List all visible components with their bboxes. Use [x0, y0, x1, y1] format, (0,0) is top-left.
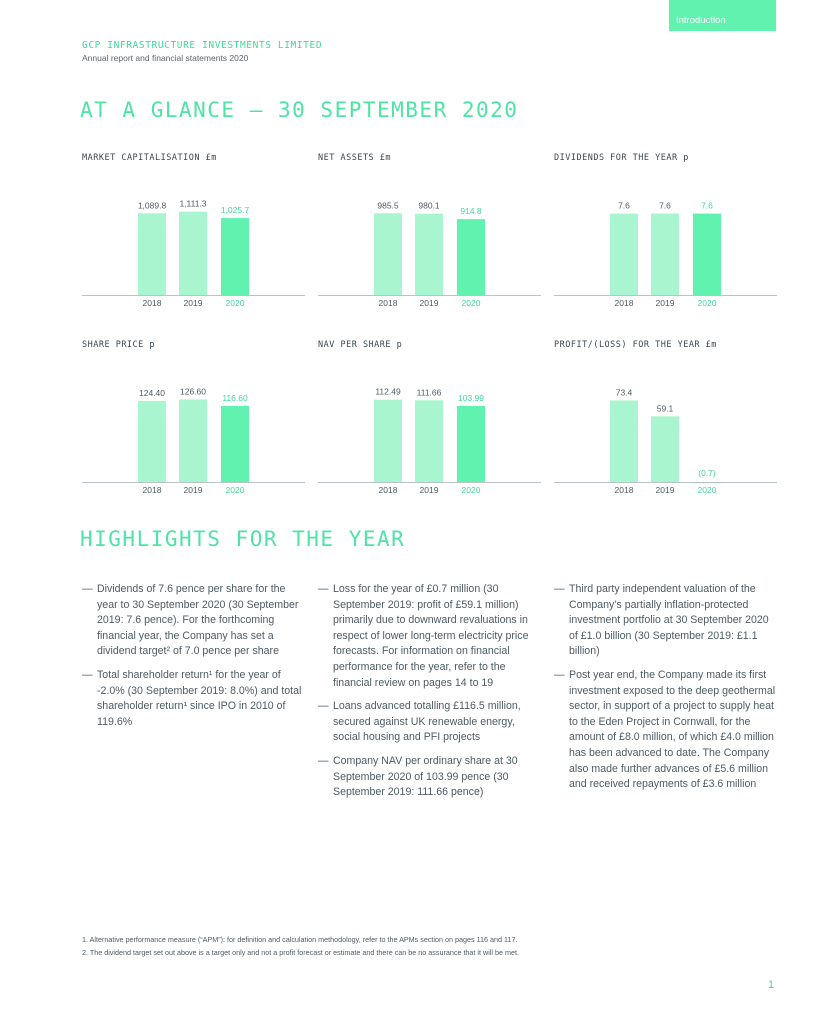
- bar-2019: [179, 399, 207, 482]
- highlight-item: [82, 668, 304, 730]
- tick-label-2019: 2019: [655, 485, 675, 495]
- tick-label-2018: 2018: [378, 485, 398, 495]
- value-label-2019: 111.66: [416, 387, 442, 398]
- value-label-2019: 980.1: [418, 200, 440, 211]
- bar-2019: [179, 212, 207, 295]
- chart-plot: [554, 175, 777, 315]
- tick-label-2019: 2019: [419, 485, 439, 495]
- chart-plot: [318, 362, 541, 502]
- dash-bullet: —: [318, 700, 329, 713]
- highlight-item: [554, 582, 776, 660]
- bar-2019: [415, 400, 443, 482]
- tick-label-2020: 2020: [697, 298, 717, 308]
- chart-plot: [318, 175, 541, 315]
- chart-plot: [554, 362, 777, 502]
- tick-label-2018: 2018: [614, 485, 634, 495]
- bar-2018: [610, 400, 638, 482]
- bar-2020: [221, 406, 249, 482]
- tick-label-2018: 2018: [614, 298, 634, 308]
- highlight-text: Third party independent valuation of the Company’s partially inflation-protected investment portfolio at 30 September 2020 of £1.0 billion (30 September 2019: £1.1 billion): [569, 583, 769, 658]
- chart-title: NAV PER SHARE p: [318, 340, 403, 350]
- value-label-2019: 7.6: [659, 200, 671, 211]
- value-label-2019: 126.60: [180, 386, 206, 397]
- tick-label-2020: 2020: [697, 485, 717, 495]
- highlight-item: [82, 582, 304, 660]
- highlights-column-1: [82, 582, 304, 738]
- dash-bullet: —: [82, 583, 93, 595]
- tick-label-2019: 2019: [183, 485, 203, 495]
- chart-title: PROFIT/(LOSS) FOR THE YEAR £m: [554, 340, 717, 350]
- value-label-2018: 985.5: [377, 200, 399, 211]
- highlights-heading: HIGHLIGHTS FOR THE YEAR: [80, 527, 406, 551]
- highlight-text: Total shareholder return¹ for the year of -2.0% (30 September 2019: 8.0%) and total shareholder return¹ since IPO in 2010 of 119.6%: [97, 668, 302, 728]
- value-label-2020: (0.7): [698, 468, 716, 478]
- highlight-item: [318, 699, 540, 746]
- tick-label-2018: 2018: [142, 298, 162, 308]
- footnote-2: 2. The dividend target set out above is a target only and not a profit forecast or estimate and there can be no assurance that it will be met.: [82, 947, 519, 957]
- dash-bullet: —: [554, 668, 565, 681]
- highlights-column-2: [318, 582, 540, 809]
- value-label-2020: 1,025.7: [220, 205, 250, 216]
- report-subtitle: Annual report and financial statements 2020: [82, 53, 249, 63]
- highlight-item: [554, 668, 776, 793]
- bar-2018: [610, 214, 638, 295]
- value-label-2020: 116.60: [222, 392, 248, 403]
- page-number: 1: [768, 979, 775, 991]
- chart-plot: [82, 362, 305, 502]
- footnote-1: 1. Alternative performance measure (“APM”): for definition and calculation methodology, refer to the APMs section on pages 116 and 117.: [82, 935, 518, 944]
- tick-label-2019: 2019: [655, 298, 675, 308]
- value-label-2018: 7.6: [618, 200, 630, 211]
- highlight-item: [318, 754, 540, 801]
- value-label-2018: 1,089.8: [137, 200, 167, 211]
- value-label-2019: 1,111.3: [179, 198, 207, 209]
- bar-2018: [138, 213, 166, 295]
- chart-title: NET ASSETS £m: [318, 153, 392, 163]
- tick-label-2020: 2020: [461, 298, 481, 308]
- chart-title: DIVIDENDS FOR THE YEAR p: [554, 153, 689, 163]
- footnotes: [82, 934, 519, 959]
- tick-label-2020: 2020: [225, 485, 245, 495]
- tick-label-2020: 2020: [225, 298, 245, 308]
- chart-plot: [82, 175, 305, 315]
- tick-label-2019: 2019: [419, 298, 439, 308]
- value-label-2020: 103.99: [458, 392, 484, 403]
- highlight-item: [318, 582, 540, 691]
- dash-bullet: —: [318, 754, 329, 767]
- value-label-2019: 59.1: [656, 403, 674, 414]
- value-label-2018: 73.4: [615, 387, 633, 398]
- dash-bullet: —: [554, 583, 565, 595]
- bar-2019: [415, 214, 443, 295]
- highlight-text: Post year end, the Company made its first investment exposed to the deep geothermal sector, in support of a project to supply heat to the Eden Project in Cornwall, for the amount of £8.0 million, of which £4.0 million has been advanced to date. The Company also made further advances of £5.6 million and received repayments of £3.6 million: [569, 668, 776, 791]
- highlight-text: Loss for the year of £0.7 million (30 September 2019: profit of £59.1 million) primarily due to downward revaluations in respect of lower long-term electricity price forecasts. For information on financial performance for the year, refer to the financial review on pages 14 to 19: [333, 583, 529, 689]
- bar-2018: [138, 401, 166, 482]
- tick-label-2018: 2018: [378, 298, 398, 308]
- at-a-glance-heading: AT A GLANCE — 30 SEPTEMBER 2020: [80, 98, 519, 122]
- value-label-2018: 112.49: [375, 386, 401, 397]
- bar-2019: [651, 416, 679, 482]
- highlight-text: Company NAV per ordinary share at 30 September 2020 of 103.99 pence (30 September 2019: 111.66 pence): [333, 754, 518, 799]
- value-label-2020: 914.8: [460, 206, 482, 217]
- bar-2020: [693, 214, 721, 295]
- tick-label-2018: 2018: [142, 485, 162, 495]
- chart-title: SHARE PRICE p: [82, 340, 156, 350]
- highlight-text: Dividends of 7.6 pence per share for the year to 30 September 2020 (30 September 2019: 7.6 pence). For the forthcoming financial year, the Company has set a dividend target² of 7.0 pence per share: [97, 583, 299, 658]
- dash-bullet: —: [82, 668, 93, 681]
- bar-2020: [457, 219, 485, 295]
- highlight-text: Loans advanced totalling £116.5 million, secured against UK renewable energy, social housing and PFI projects: [333, 700, 521, 744]
- section-tab-introduction: Introduction: [669, 0, 776, 31]
- bar-2020: [457, 406, 485, 482]
- chart-title: MARKET CAPITALISATION £m: [82, 153, 217, 163]
- highlights-column-3: [554, 582, 776, 801]
- bar-2018: [374, 400, 402, 482]
- bar-2019: [651, 214, 679, 295]
- tick-label-2019: 2019: [183, 298, 203, 308]
- tick-label-2020: 2020: [461, 485, 481, 495]
- bar-2018: [374, 213, 402, 295]
- bar-2020: [221, 218, 249, 295]
- dash-bullet: —: [318, 583, 329, 595]
- value-label-2020: 7.6: [701, 200, 713, 211]
- value-label-2018: 124.40: [139, 387, 165, 398]
- company-name: GCP INFRASTRUCTURE INVESTMENTS LIMITED: [82, 40, 323, 51]
